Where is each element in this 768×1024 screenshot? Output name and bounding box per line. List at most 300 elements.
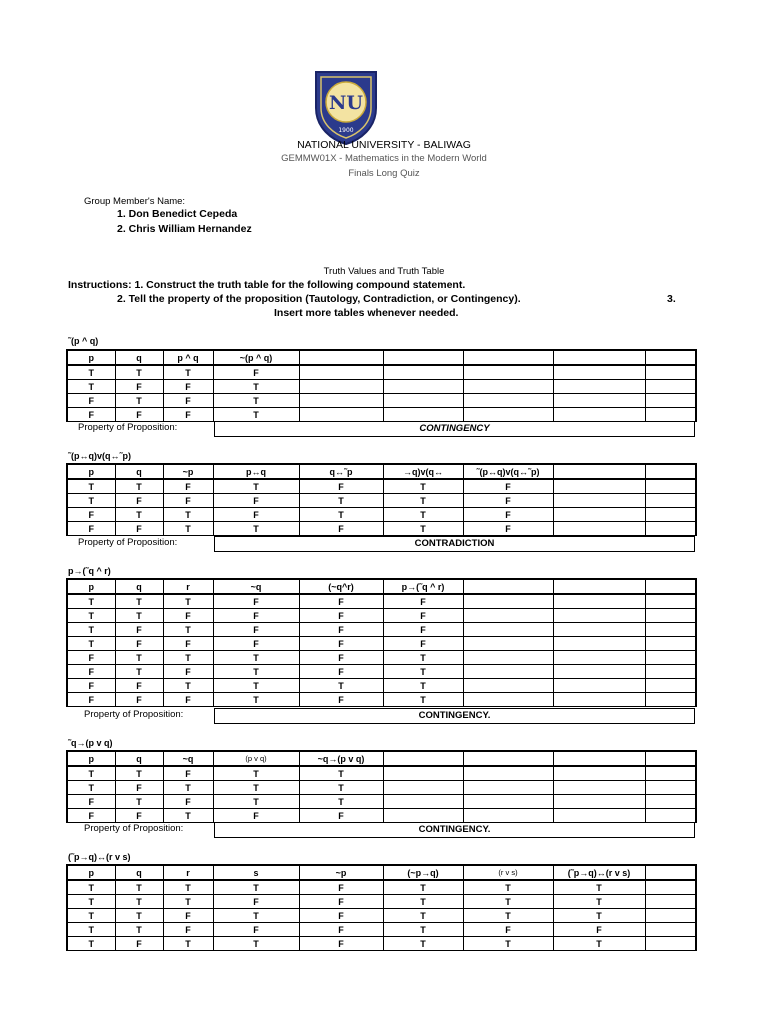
truth-value-cell: T bbox=[163, 937, 213, 951]
truth-value-cell: F bbox=[115, 637, 163, 651]
truth-value-cell: F bbox=[67, 651, 115, 665]
truth-value-cell bbox=[383, 795, 463, 809]
truth-value-cell: F bbox=[463, 522, 553, 536]
truth-value-cell: T bbox=[383, 679, 463, 693]
university-name: NATIONAL UNIVERSITY - BALIWAG bbox=[297, 139, 471, 151]
truth-value-cell bbox=[299, 394, 383, 408]
truth-value-cell bbox=[553, 380, 645, 394]
compound-statement: p→(˜q ^ r) bbox=[68, 566, 111, 576]
truth-value-cell bbox=[383, 781, 463, 795]
table-row bbox=[67, 408, 696, 422]
truth-value-cell: T bbox=[213, 795, 299, 809]
truth-value-cell bbox=[553, 408, 645, 422]
truth-value-cell: T bbox=[299, 679, 383, 693]
column-header bbox=[553, 751, 645, 766]
truth-value-cell: T bbox=[553, 895, 645, 909]
truth-value-cell bbox=[645, 365, 696, 380]
truth-value-cell: F bbox=[299, 665, 383, 679]
truth-value-cell bbox=[463, 781, 553, 795]
truth-value-cell: T bbox=[163, 679, 213, 693]
truth-value-cell: T bbox=[163, 809, 213, 823]
member-name: 2. Chris William Hernandez bbox=[117, 223, 252, 235]
table-row bbox=[67, 923, 696, 937]
truth-value-cell: T bbox=[383, 693, 463, 707]
column-header bbox=[383, 350, 463, 365]
column-header: p bbox=[67, 464, 115, 479]
truth-value-cell: F bbox=[299, 479, 383, 494]
instruction-line: 2. Tell the property of the proposition (Tautology, Contradiction, or Contingency). bbox=[117, 293, 521, 305]
truth-value-cell: F bbox=[463, 494, 553, 508]
truth-value-cell: F bbox=[163, 923, 213, 937]
truth-value-cell: F bbox=[67, 522, 115, 536]
table-row bbox=[67, 895, 696, 909]
truth-value-cell: F bbox=[115, 693, 163, 707]
truth-value-cell: T bbox=[115, 923, 163, 937]
truth-value-cell bbox=[463, 665, 553, 679]
truth-value-cell: T bbox=[115, 665, 163, 679]
property-answer: CONTINGENCY. bbox=[214, 708, 695, 724]
truth-value-cell: F bbox=[299, 623, 383, 637]
column-header bbox=[463, 751, 553, 766]
truth-value-cell bbox=[645, 380, 696, 394]
truth-value-cell bbox=[299, 408, 383, 422]
column-header: s bbox=[213, 865, 299, 880]
property-answer: CONTINGENCY bbox=[214, 421, 695, 437]
truth-value-cell: F bbox=[299, 522, 383, 536]
truth-value-cell bbox=[553, 795, 645, 809]
truth-value-cell: T bbox=[115, 795, 163, 809]
national-university-logo bbox=[312, 68, 380, 146]
truth-value-cell: F bbox=[163, 394, 213, 408]
truth-value-cell: T bbox=[463, 909, 553, 923]
table-row bbox=[67, 508, 696, 522]
table-header-row bbox=[67, 865, 696, 880]
compound-statement: (˜p→q)↔(r v s) bbox=[68, 852, 131, 862]
column-header: q bbox=[115, 464, 163, 479]
truth-value-cell: T bbox=[383, 909, 463, 923]
truth-value-cell: F bbox=[163, 637, 213, 651]
truth-value-cell bbox=[645, 795, 696, 809]
truth-value-cell: F bbox=[163, 693, 213, 707]
truth-value-cell: T bbox=[299, 795, 383, 809]
table-row bbox=[67, 766, 696, 781]
table-row bbox=[67, 880, 696, 895]
truth-value-cell bbox=[645, 909, 696, 923]
truth-value-cell: F bbox=[299, 594, 383, 609]
truth-value-cell: F bbox=[299, 637, 383, 651]
truth-value-cell: T bbox=[213, 909, 299, 923]
truth-value-cell bbox=[463, 679, 553, 693]
column-header: r bbox=[163, 579, 213, 594]
truth-value-cell: F bbox=[213, 609, 299, 623]
truth-value-cell bbox=[463, 408, 553, 422]
truth-table bbox=[66, 864, 697, 951]
table-row bbox=[67, 637, 696, 651]
column-header bbox=[553, 579, 645, 594]
column-header bbox=[645, 579, 696, 594]
truth-value-cell bbox=[383, 809, 463, 823]
truth-table bbox=[66, 463, 697, 536]
truth-value-cell: T bbox=[67, 609, 115, 623]
table-row bbox=[67, 479, 696, 494]
truth-value-cell bbox=[645, 637, 696, 651]
truth-value-cell: F bbox=[163, 609, 213, 623]
truth-value-cell: F bbox=[163, 494, 213, 508]
logo-year: 1900 bbox=[338, 127, 354, 134]
truth-value-cell: F bbox=[163, 665, 213, 679]
table-row bbox=[67, 809, 696, 823]
truth-value-cell: T bbox=[67, 479, 115, 494]
property-answer: CONTRADICTION bbox=[214, 536, 695, 552]
compound-statement: ˜q→(p v q) bbox=[68, 738, 113, 748]
instruction-number: 3. bbox=[667, 293, 676, 305]
truth-value-cell: T bbox=[383, 923, 463, 937]
truth-table bbox=[66, 750, 697, 823]
table-row bbox=[67, 522, 696, 536]
truth-value-cell: T bbox=[67, 781, 115, 795]
truth-value-cell: T bbox=[115, 651, 163, 665]
truth-value-cell: T bbox=[67, 766, 115, 781]
truth-value-cell: F bbox=[299, 895, 383, 909]
truth-value-cell bbox=[645, 679, 696, 693]
truth-value-cell: F bbox=[67, 693, 115, 707]
truth-value-cell: T bbox=[463, 895, 553, 909]
truth-value-cell: T bbox=[553, 909, 645, 923]
truth-value-cell: T bbox=[383, 937, 463, 951]
column-header: ~q→(p v q) bbox=[299, 751, 383, 766]
column-header: ~q bbox=[213, 579, 299, 594]
logo-letters: NU bbox=[329, 92, 363, 114]
truth-value-cell: F bbox=[299, 937, 383, 951]
truth-value-cell: T bbox=[463, 880, 553, 895]
truth-value-cell: T bbox=[383, 494, 463, 508]
truth-value-cell bbox=[383, 766, 463, 781]
truth-value-cell: F bbox=[213, 365, 299, 380]
column-header: q bbox=[115, 350, 163, 365]
column-header: ~p bbox=[299, 865, 383, 880]
truth-value-cell bbox=[553, 781, 645, 795]
column-header: p bbox=[67, 579, 115, 594]
truth-value-cell bbox=[299, 365, 383, 380]
truth-value-cell bbox=[553, 494, 645, 508]
table-row bbox=[67, 623, 696, 637]
truth-value-cell bbox=[553, 766, 645, 781]
truth-value-cell bbox=[645, 508, 696, 522]
truth-value-cell bbox=[553, 679, 645, 693]
column-header: q bbox=[115, 579, 163, 594]
truth-value-cell bbox=[553, 479, 645, 494]
column-header bbox=[645, 751, 696, 766]
column-header: p bbox=[67, 350, 115, 365]
truth-value-cell bbox=[383, 394, 463, 408]
truth-value-cell: T bbox=[67, 880, 115, 895]
truth-value-cell: T bbox=[67, 380, 115, 394]
truth-value-cell bbox=[463, 365, 553, 380]
table-row bbox=[67, 693, 696, 707]
column-header: ~p bbox=[163, 464, 213, 479]
truth-value-cell: T bbox=[115, 365, 163, 380]
truth-value-cell: F bbox=[213, 508, 299, 522]
table-row bbox=[67, 651, 696, 665]
table-row bbox=[67, 909, 696, 923]
truth-value-cell bbox=[645, 895, 696, 909]
truth-value-cell: T bbox=[213, 394, 299, 408]
column-header: r bbox=[163, 865, 213, 880]
column-header: p↔q bbox=[213, 464, 299, 479]
truth-value-cell: T bbox=[383, 665, 463, 679]
truth-value-cell: T bbox=[383, 880, 463, 895]
truth-value-cell: F bbox=[213, 895, 299, 909]
table-row bbox=[67, 380, 696, 394]
truth-value-cell: T bbox=[115, 909, 163, 923]
truth-value-cell: F bbox=[67, 665, 115, 679]
column-header: p bbox=[67, 865, 115, 880]
truth-value-cell: T bbox=[163, 522, 213, 536]
column-header: q bbox=[115, 865, 163, 880]
truth-value-cell bbox=[553, 693, 645, 707]
truth-value-cell: T bbox=[213, 479, 299, 494]
truth-value-cell: F bbox=[115, 679, 163, 693]
truth-value-cell bbox=[463, 809, 553, 823]
truth-value-cell: F bbox=[115, 380, 163, 394]
truth-value-cell: T bbox=[213, 679, 299, 693]
truth-value-cell: T bbox=[115, 880, 163, 895]
truth-value-cell: F bbox=[299, 880, 383, 895]
truth-value-cell: T bbox=[163, 365, 213, 380]
truth-value-cell bbox=[645, 651, 696, 665]
truth-value-cell: T bbox=[163, 594, 213, 609]
truth-value-cell: F bbox=[115, 494, 163, 508]
table-row bbox=[67, 365, 696, 380]
members-label: Group Member's Name: bbox=[84, 196, 186, 207]
truth-value-cell bbox=[553, 508, 645, 522]
truth-value-cell bbox=[299, 380, 383, 394]
truth-value-cell: F bbox=[67, 394, 115, 408]
truth-value-cell: T bbox=[163, 651, 213, 665]
quiz-title: Finals Long Quiz bbox=[348, 168, 420, 179]
truth-value-cell: F bbox=[213, 637, 299, 651]
truth-value-cell bbox=[645, 923, 696, 937]
truth-value-cell bbox=[463, 693, 553, 707]
table-header-row bbox=[67, 579, 696, 594]
truth-value-cell: T bbox=[115, 508, 163, 522]
truth-value-cell bbox=[645, 693, 696, 707]
truth-value-cell: F bbox=[383, 637, 463, 651]
section-title: Truth Values and Truth Table bbox=[323, 266, 445, 277]
column-header: (p v q) bbox=[213, 751, 299, 766]
instruction-line: Instructions: 1. Construct the truth table for the following compound statement. bbox=[68, 279, 466, 291]
table-row bbox=[67, 665, 696, 679]
table-header-row bbox=[67, 350, 696, 365]
truth-value-cell: F bbox=[213, 623, 299, 637]
truth-value-cell: T bbox=[299, 781, 383, 795]
truth-value-cell: T bbox=[163, 880, 213, 895]
truth-table bbox=[66, 578, 697, 707]
column-header: q↔˜p bbox=[299, 464, 383, 479]
truth-value-cell: F bbox=[163, 909, 213, 923]
column-header bbox=[383, 751, 463, 766]
truth-value-cell: T bbox=[163, 781, 213, 795]
truth-value-cell bbox=[553, 623, 645, 637]
truth-value-cell: F bbox=[213, 594, 299, 609]
truth-value-cell: F bbox=[163, 479, 213, 494]
truth-value-cell bbox=[553, 522, 645, 536]
column-header: p→(˜q ^ r) bbox=[383, 579, 463, 594]
table-row bbox=[67, 781, 696, 795]
truth-value-cell: T bbox=[163, 623, 213, 637]
column-header bbox=[299, 350, 383, 365]
truth-value-cell: F bbox=[463, 508, 553, 522]
column-header: (~p→q) bbox=[383, 865, 463, 880]
truth-value-cell: T bbox=[383, 651, 463, 665]
truth-value-cell: F bbox=[67, 679, 115, 693]
truth-value-cell: T bbox=[163, 508, 213, 522]
property-label: Property of Proposition: bbox=[84, 823, 184, 834]
truth-value-cell: T bbox=[213, 380, 299, 394]
truth-value-cell: F bbox=[67, 508, 115, 522]
column-header bbox=[645, 865, 696, 880]
column-header: ~q bbox=[163, 751, 213, 766]
truth-value-cell bbox=[463, 394, 553, 408]
compound-statement: ˜(p ^ q) bbox=[68, 336, 99, 346]
truth-value-cell bbox=[553, 365, 645, 380]
truth-value-cell: T bbox=[115, 594, 163, 609]
truth-value-cell bbox=[383, 380, 463, 394]
column-header: p bbox=[67, 751, 115, 766]
truth-value-cell bbox=[553, 809, 645, 823]
truth-value-cell: T bbox=[67, 937, 115, 951]
truth-value-cell: T bbox=[213, 880, 299, 895]
column-header: ~(p ^ q) bbox=[213, 350, 299, 365]
truth-value-cell: F bbox=[163, 795, 213, 809]
truth-value-cell: T bbox=[213, 766, 299, 781]
truth-value-cell: F bbox=[463, 479, 553, 494]
table-row bbox=[67, 494, 696, 508]
truth-value-cell: F bbox=[115, 937, 163, 951]
truth-value-cell: F bbox=[299, 609, 383, 623]
truth-value-cell bbox=[645, 609, 696, 623]
truth-value-cell: T bbox=[67, 365, 115, 380]
truth-value-cell: F bbox=[299, 923, 383, 937]
truth-value-cell bbox=[645, 809, 696, 823]
table-row bbox=[67, 394, 696, 408]
truth-value-cell: F bbox=[553, 923, 645, 937]
truth-value-cell: F bbox=[115, 623, 163, 637]
truth-value-cell: F bbox=[299, 651, 383, 665]
truth-value-cell: T bbox=[383, 508, 463, 522]
truth-value-cell: F bbox=[213, 494, 299, 508]
truth-value-cell: F bbox=[115, 809, 163, 823]
column-header: p ^ q bbox=[163, 350, 213, 365]
truth-table bbox=[66, 349, 697, 422]
table-row bbox=[67, 594, 696, 609]
truth-value-cell bbox=[645, 594, 696, 609]
column-header bbox=[645, 464, 696, 479]
property-answer: CONTINGENCY. bbox=[214, 822, 695, 838]
truth-value-cell bbox=[645, 479, 696, 494]
truth-value-cell: F bbox=[163, 766, 213, 781]
column-header: (˜p→q)↔(r v s) bbox=[553, 865, 645, 880]
truth-value-cell: F bbox=[67, 809, 115, 823]
truth-value-cell bbox=[645, 880, 696, 895]
truth-value-cell bbox=[553, 637, 645, 651]
truth-value-cell bbox=[383, 408, 463, 422]
truth-value-cell: T bbox=[67, 909, 115, 923]
column-header: (r v s) bbox=[463, 865, 553, 880]
truth-value-cell bbox=[645, 494, 696, 508]
table-header-row bbox=[67, 464, 696, 479]
column-header bbox=[645, 350, 696, 365]
truth-value-cell: F bbox=[163, 408, 213, 422]
column-header: →q)v(q↔ bbox=[383, 464, 463, 479]
table-row bbox=[67, 937, 696, 951]
truth-value-cell: F bbox=[299, 693, 383, 707]
truth-value-cell: T bbox=[115, 895, 163, 909]
truth-value-cell: T bbox=[299, 494, 383, 508]
truth-value-cell: T bbox=[115, 766, 163, 781]
truth-value-cell: T bbox=[213, 937, 299, 951]
truth-value-cell: F bbox=[383, 609, 463, 623]
truth-value-cell bbox=[463, 623, 553, 637]
course-title: GEMMW01X - Mathematics in the Modern World bbox=[281, 153, 487, 164]
truth-value-cell bbox=[463, 637, 553, 651]
truth-value-cell: T bbox=[463, 937, 553, 951]
truth-value-cell bbox=[645, 394, 696, 408]
truth-value-cell: T bbox=[299, 508, 383, 522]
truth-value-cell: T bbox=[299, 766, 383, 781]
truth-value-cell bbox=[553, 651, 645, 665]
truth-value-cell: F bbox=[299, 809, 383, 823]
truth-value-cell: T bbox=[213, 781, 299, 795]
truth-value-cell bbox=[645, 766, 696, 781]
truth-value-cell: F bbox=[115, 781, 163, 795]
table-row bbox=[67, 609, 696, 623]
truth-value-cell: T bbox=[213, 665, 299, 679]
truth-value-cell: T bbox=[67, 623, 115, 637]
truth-value-cell bbox=[553, 609, 645, 623]
truth-value-cell: F bbox=[67, 795, 115, 809]
truth-value-cell bbox=[463, 609, 553, 623]
column-header: (~q^r) bbox=[299, 579, 383, 594]
truth-value-cell: T bbox=[383, 479, 463, 494]
truth-value-cell: F bbox=[463, 923, 553, 937]
truth-value-cell: F bbox=[383, 623, 463, 637]
truth-value-cell bbox=[463, 766, 553, 781]
truth-value-cell bbox=[553, 394, 645, 408]
truth-value-cell: F bbox=[213, 923, 299, 937]
column-header bbox=[463, 350, 553, 365]
truth-value-cell: T bbox=[115, 394, 163, 408]
truth-value-cell: F bbox=[163, 380, 213, 394]
truth-value-cell bbox=[463, 795, 553, 809]
truth-value-cell bbox=[645, 781, 696, 795]
truth-value-cell: T bbox=[553, 937, 645, 951]
truth-value-cell: T bbox=[67, 637, 115, 651]
truth-value-cell: T bbox=[67, 923, 115, 937]
truth-value-cell bbox=[645, 623, 696, 637]
truth-value-cell bbox=[645, 665, 696, 679]
column-header: q bbox=[115, 751, 163, 766]
truth-value-cell: F bbox=[67, 408, 115, 422]
table-row bbox=[67, 679, 696, 693]
truth-value-cell bbox=[645, 408, 696, 422]
truth-value-cell: T bbox=[67, 594, 115, 609]
truth-value-cell bbox=[463, 594, 553, 609]
column-header: ˜(p↔q)v(q↔˜p) bbox=[463, 464, 553, 479]
truth-value-cell bbox=[645, 522, 696, 536]
property-label: Property of Proposition: bbox=[84, 709, 184, 720]
truth-value-cell: F bbox=[115, 522, 163, 536]
